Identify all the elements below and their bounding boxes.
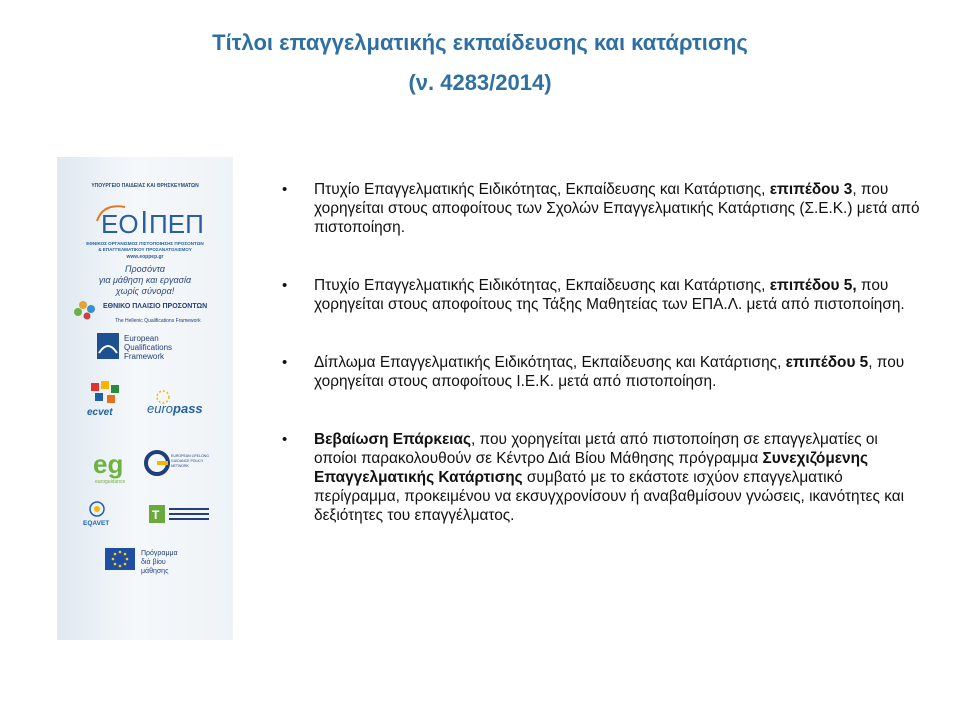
slogan-line1: Προσόντα	[125, 264, 165, 274]
svg-text:T: T	[152, 508, 160, 522]
svg-text:euroguidance: euroguidance	[95, 479, 126, 485]
svg-text:The Hellenic Qualifications Fr: The Hellenic Qualifications Framework	[115, 318, 201, 324]
bullet-list	[282, 180, 922, 564]
svg-text:europass: europass	[147, 401, 203, 416]
svg-text:European: European	[124, 334, 159, 343]
slogan-line3: χωρίς σύνορα!	[115, 286, 175, 296]
website-label: www.eoppep.gr	[126, 254, 164, 260]
svg-text:διά βίου: διά βίου	[141, 559, 166, 566]
svg-text:GUIDANCE POLICY: GUIDANCE POLICY	[171, 459, 204, 463]
bullet-item-4: • Βεβαίωση Επάρκειας, που χορηγείται μετά από πιστοποίηση σε επαγγελματίες οι οποίοι παρακολουθούν σε Κέντρο Διά Βίου Μάθησης πρόγραμμα Συνεχιζόμενης Επαγγελματικής Κατάρτισης συμβατό με το εκάστοτε ισχύον επαγγελματικό περίγραμμα, προκειμένου να εκσυγχρονίσουν ή αναβαθμίσουν γνώσεις, ικανότητες και δεξιότητες του επαγγέλματος.	[282, 431, 905, 524]
svg-text:Qualifications: Qualifications	[124, 343, 173, 352]
bullet-item-3: • Δίπλωμα Επαγγελματικής Ειδικότητας, Εκπαίδευσης και Κατάρτισης, επιπέδου 5, που χορηγείται στους αποφοίτους Ι.Ε.Κ. μετά από πιστοποίηση.	[282, 354, 905, 390]
bullet-dot: •	[282, 354, 288, 371]
svg-text:Framework: Framework	[124, 352, 165, 361]
svg-text:EQAVET: EQAVET	[83, 520, 110, 527]
bullet-item-2: • Πτυχίο Επαγγελματικής Ειδικότητας, Εκπαίδευσης και Κατάρτισης, επιπέδου 5, που χορηγείται στους αποφοίτους της Τάξης Μαθητείας των ΕΠΑ.Λ. μετά από πιστοποίηση.	[282, 277, 905, 313]
svg-text:ecvet: ecvet	[87, 407, 113, 418]
svg-text:eg: eg	[93, 449, 124, 479]
slide-title-line1: Τίτλοι επαγγελματικής εκπαίδευσης και κατάρτισης	[212, 30, 748, 55]
org-name-line1: ΕΘΝΙΚΟΣ ΟΡΓΑΝΙΣΜΟΣ ΠΙΣΤΟΠΟΙΗΣΗΣ ΠΡΟΣΟΝΤΩΝ	[86, 241, 204, 246]
svg-text:EUROPEAN LIFELONG: EUROPEAN LIFELONG	[171, 454, 209, 458]
eqavet-logos	[81, 499, 221, 539]
org-name-line2: & ΕΠΑΓΓΕΛΜΑΤΙΚΟΥ ΠΡΟΣΑΝΑΤΟΛΙΣΜΟΥ	[98, 247, 192, 252]
svg-text:ΕΘΝΙΚΟ ΠΛΑΙΣΙΟ ΠΡΟΣΟΝΤΩΝ: ΕΘΝΙΚΟ ΠΛΑΙΣΙΟ ΠΡΟΣΟΝΤΩΝ	[103, 303, 208, 310]
ecvet-europass-logos	[83, 379, 223, 429]
svg-text:NETWORK: NETWORK	[171, 464, 189, 468]
svg-text:ΕΟ: ΕΟ	[101, 209, 139, 239]
slogan-line2: για μάθηση και εργασία	[98, 275, 192, 285]
eoppep-banner	[57, 157, 233, 640]
nqf-logo	[69, 295, 221, 325]
slide-title-line2: (ν. 4283/2014)	[408, 70, 552, 95]
euroguidance-elgpn-logos	[83, 445, 223, 489]
bullet-dot: •	[282, 277, 288, 294]
bullet-item-1: • Πτυχίο Επαγγελματικής Ειδικότητας, Εκπαίδευσης και Κατάρτισης, επιπέδου 3, που χορηγείται στους αποφοίτους των Σχολών Επαγγελματικής Κατάρτισης (Σ.Ε.Κ.) μετά από πιστοποίηση.	[282, 181, 920, 236]
llp-logo	[105, 545, 225, 581]
svg-text:μάθησης: μάθησης	[141, 568, 169, 575]
svg-text:ΠΕΠ: ΠΕΠ	[149, 209, 204, 239]
ministry-label: ΥΠΟΥΡΓΕΙΟ ΠΑΙΔΕΙΑΣ ΚΑΙ ΘΡΗΣΚΕΥΜΑΤΩΝ	[91, 183, 199, 189]
eoppep-logo	[77, 199, 217, 239]
bullet-dot: •	[282, 431, 288, 448]
bullet-dot: •	[282, 181, 288, 198]
svg-text:Πρόγραμμα: Πρόγραμμα	[141, 550, 178, 557]
eqf-logo	[97, 331, 207, 363]
